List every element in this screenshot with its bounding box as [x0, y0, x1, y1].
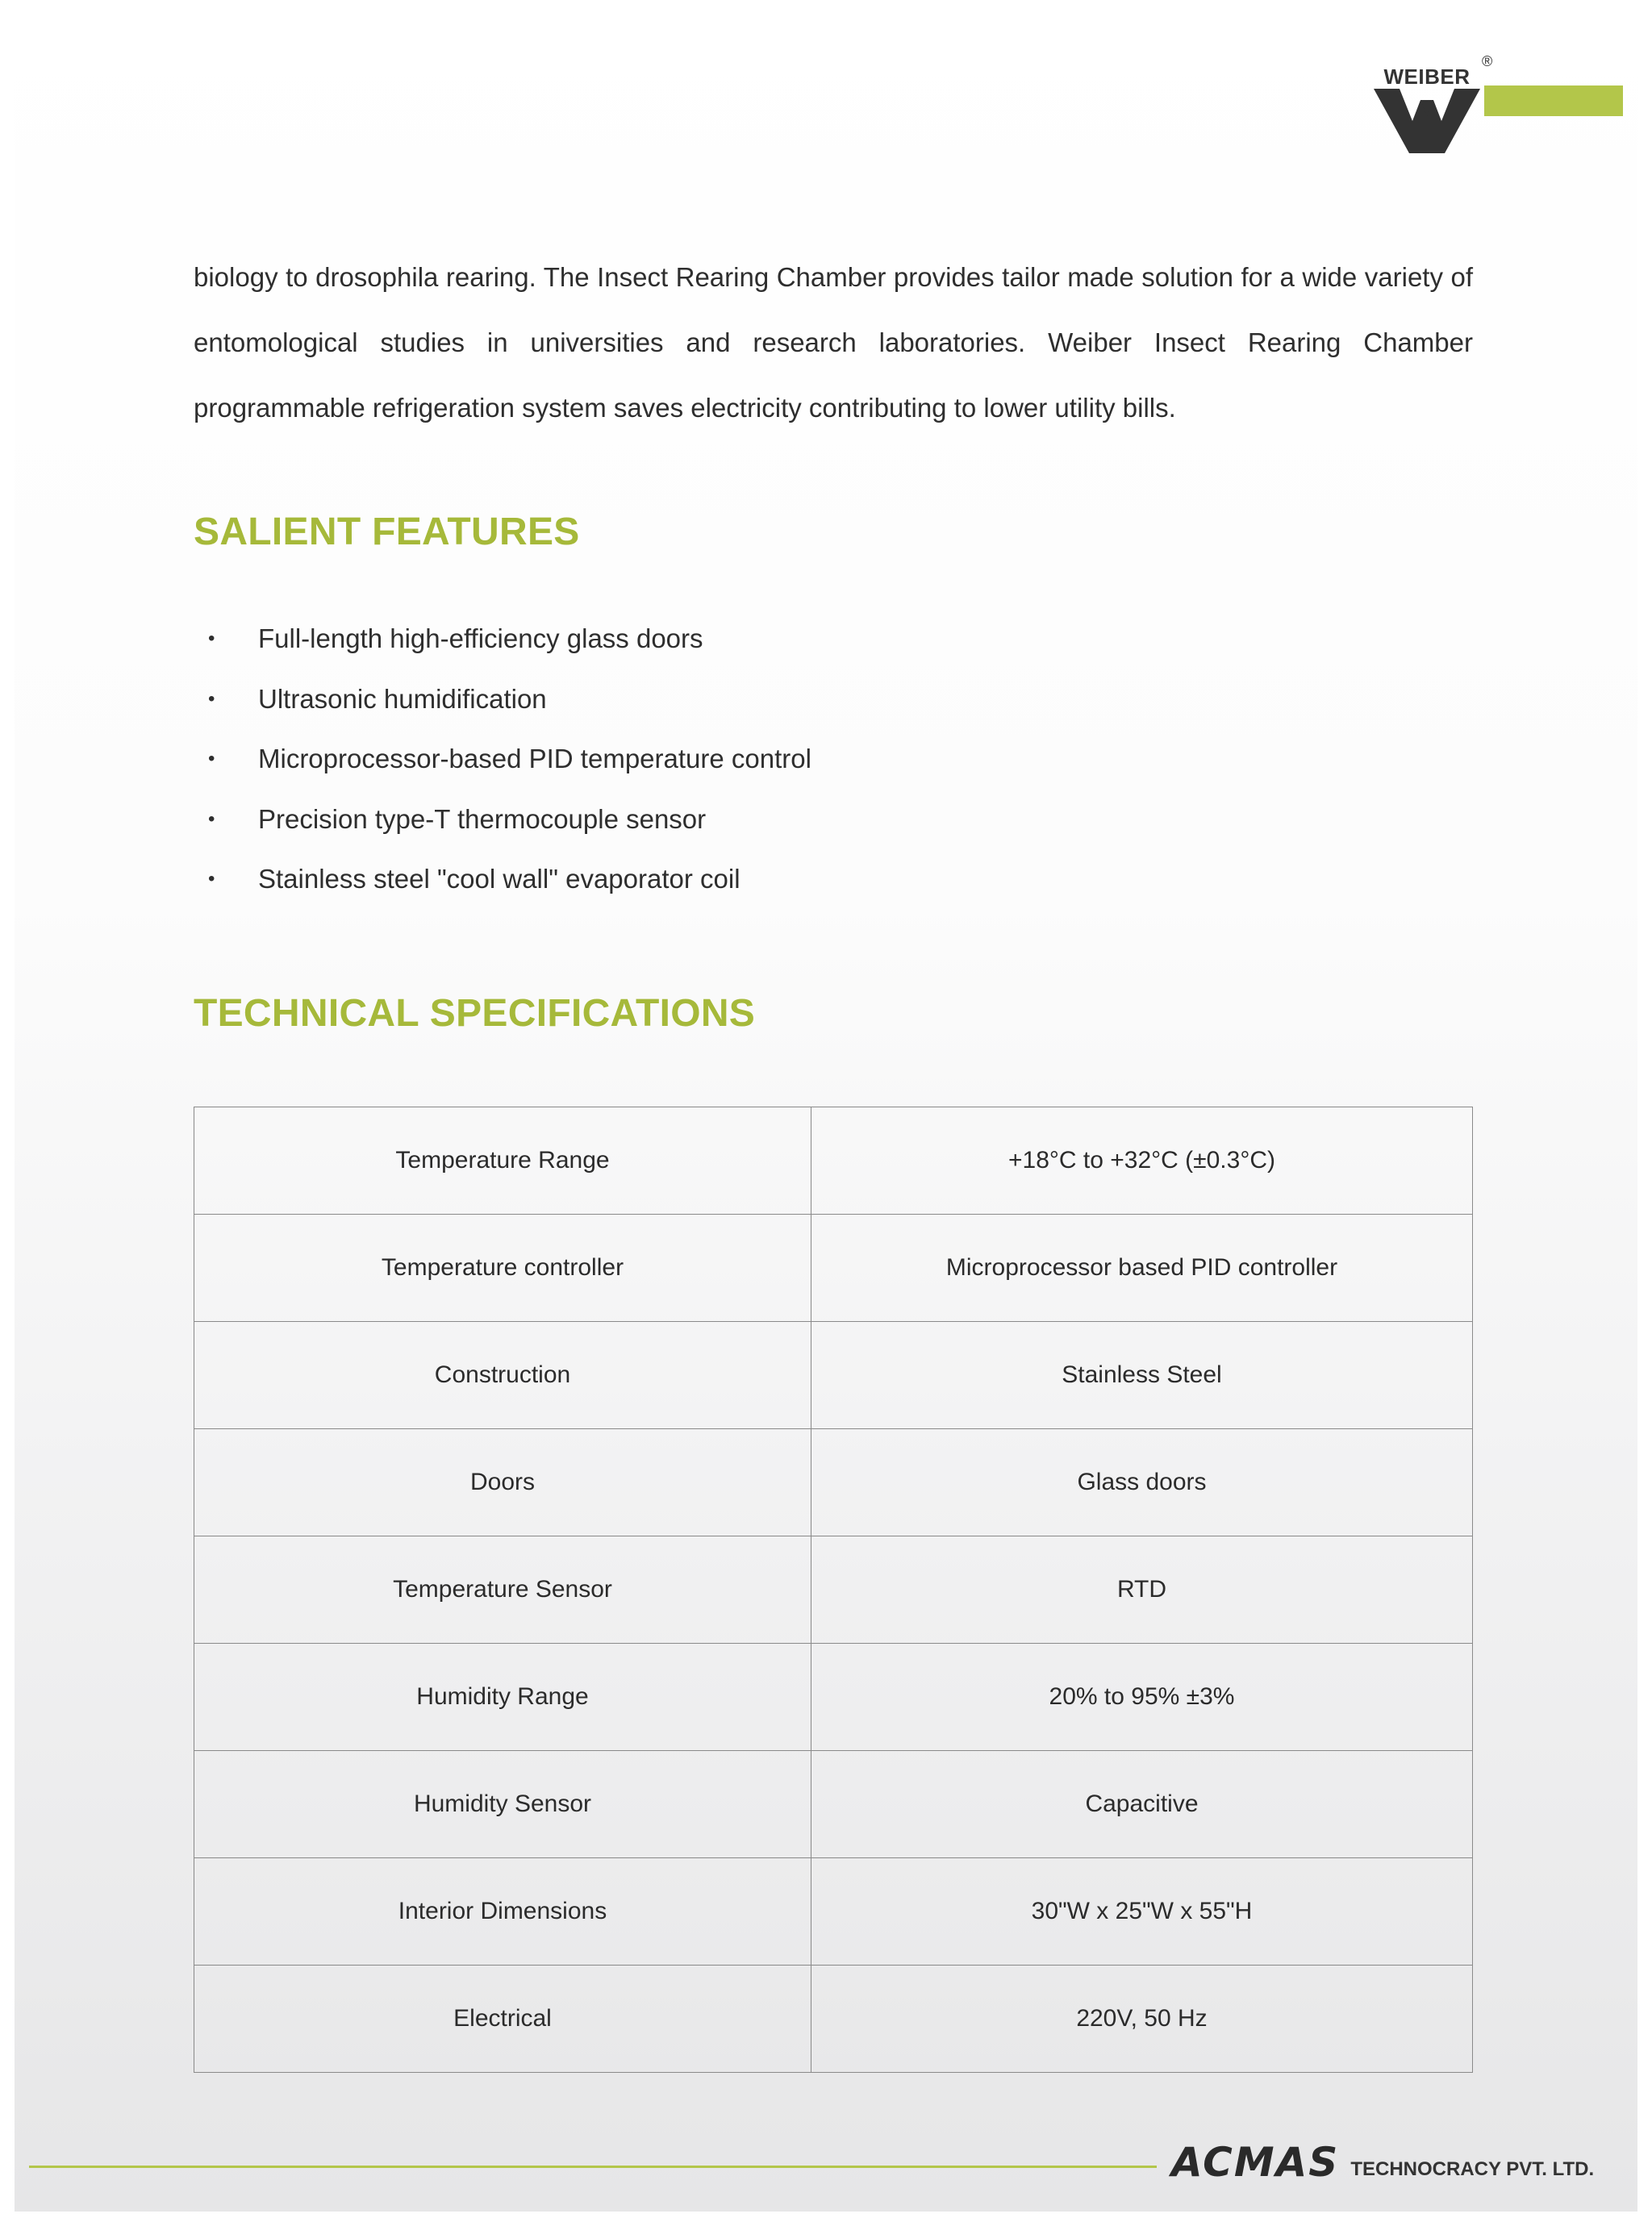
company-name: TECHNOCRACY PVT. LTD. — [1350, 2158, 1595, 2180]
feature-text: Microprocessor-based PID temperature control — [258, 744, 811, 773]
spec-label: Doors — [194, 1429, 811, 1536]
feature-item — [194, 790, 811, 850]
registered-mark: ® — [1482, 53, 1493, 69]
bullet-icon: • — [208, 627, 215, 649]
table-row — [194, 1215, 1473, 1322]
spec-value: Stainless Steel — [811, 1322, 1473, 1429]
acmas-footer-logo — [1171, 2139, 1595, 2186]
feature-text: Ultrasonic humidification — [258, 683, 547, 714]
features-list — [194, 609, 811, 910]
spec-label: Humidity Sensor — [194, 1751, 811, 1858]
bullet-icon: • — [208, 807, 215, 830]
intro-paragraph: biology to drosophila rearing. The Insect Rearing Chamber provides tailor made solution for a wide variety of entomological studies in universities and research laboratories. Weiber Insect Rearing Chamber programmable refrigeration system saves electricity contributing to lower utility bills. — [194, 262, 1473, 423]
weiber-logo — [1370, 53, 1500, 158]
spec-value: RTD — [811, 1536, 1473, 1644]
table-row — [194, 1322, 1473, 1429]
acmas-logo-text: ACMAS — [1171, 2139, 1340, 2186]
feature-item — [194, 669, 811, 730]
spec-label: Temperature controller — [194, 1215, 811, 1322]
feature-text: Full-length high-efficiency glass doors — [258, 623, 703, 653]
footer-divider — [29, 2166, 1157, 2168]
spec-label: Construction — [194, 1322, 811, 1429]
header-accent-bar — [1484, 85, 1623, 116]
w-logo-icon — [1370, 89, 1483, 153]
spec-value: Capacitive — [811, 1751, 1473, 1858]
table-row — [194, 1107, 1473, 1215]
table-row — [194, 1429, 1473, 1536]
feature-item — [194, 609, 811, 669]
spec-label: Electrical — [194, 1966, 811, 2073]
spec-value: Glass doors — [811, 1429, 1473, 1536]
feature-item — [194, 849, 811, 910]
bullet-icon: • — [208, 687, 215, 710]
feature-text: Precision type-T thermocouple sensor — [258, 803, 707, 834]
technical-specifications-heading: TECHNICAL SPECIFICATIONS — [194, 992, 756, 1035]
spec-value: Microprocessor based PID controller — [811, 1215, 1473, 1322]
spec-value: 30"W x 25"W x 55"H — [811, 1858, 1473, 1966]
table-row — [194, 1644, 1473, 1751]
bullet-icon: • — [208, 748, 215, 769]
spec-value: +18°C to +32°C (±0.3°C) — [811, 1107, 1473, 1215]
table-row — [194, 1751, 1473, 1858]
bullet-icon: • — [208, 868, 215, 890]
salient-features-heading: SALIENT FEATURES — [194, 511, 580, 553]
spec-label: Interior Dimensions — [194, 1858, 811, 1966]
table-row — [194, 1966, 1473, 2073]
spec-label: Temperature Sensor — [194, 1536, 811, 1644]
table-row — [194, 1536, 1473, 1644]
logo-wordmark: WEIBER — [1383, 65, 1471, 89]
spec-label: Humidity Range — [194, 1644, 811, 1751]
spec-value: 20% to 95% ±3% — [811, 1644, 1473, 1751]
feature-item — [194, 729, 811, 790]
brochure-page — [15, 0, 1637, 2212]
table-row — [194, 1858, 1473, 1966]
specifications-table — [194, 1107, 1473, 2073]
spec-label: Temperature Range — [194, 1107, 811, 1215]
feature-text: Stainless steel "cool wall" evaporator coil — [258, 864, 740, 894]
spec-value: 220V, 50 Hz — [811, 1966, 1473, 2073]
